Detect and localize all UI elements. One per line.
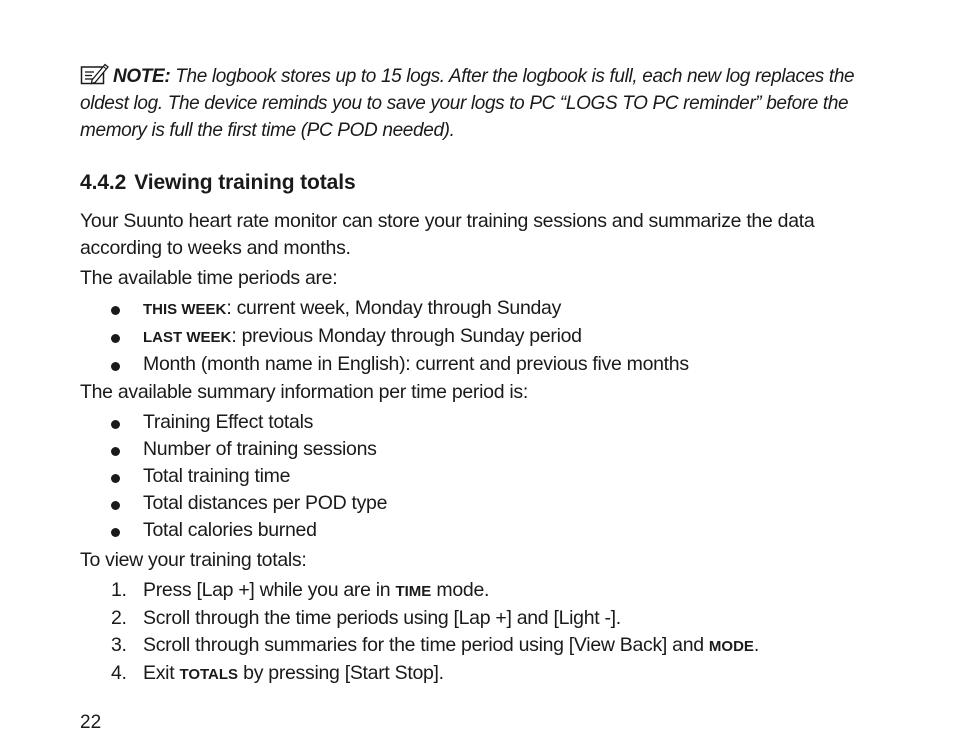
mode-term: MODE bbox=[708, 638, 754, 655]
mode-term: TOTALS bbox=[179, 666, 239, 683]
bullet-icon bbox=[111, 420, 120, 429]
step-number: 2. bbox=[111, 607, 127, 629]
note-text: The logbook stores up to 15 logs. After the logbook is full, each new log replaces the oldest log. The device reminds you to save your logs to PC “LOGS TO PC reminder” before the memory is full the first time (PC POD needed). bbox=[80, 66, 855, 141]
manual-page bbox=[80, 0, 880, 756]
page-number: 22 bbox=[80, 712, 102, 733]
summary-item-text: Total training time bbox=[143, 465, 291, 487]
list-item bbox=[80, 436, 880, 463]
period-term: THIS WEEK bbox=[143, 301, 227, 318]
step-text: . bbox=[753, 634, 760, 656]
period-term: LAST WEEK bbox=[143, 329, 232, 346]
step-text: Press [Lap +] while you are in bbox=[143, 579, 396, 601]
periods-list bbox=[80, 295, 880, 378]
summary-item-text: Total distances per POD type bbox=[143, 492, 388, 514]
intro-paragraph: Your Suunto heart rate monitor can store your training sessions and summarize the data according to weeks and months. bbox=[80, 210, 815, 259]
step-number: 1. bbox=[111, 579, 127, 601]
step-text: mode. bbox=[431, 579, 490, 601]
step-text: by pressing [Start Stop]. bbox=[238, 662, 444, 684]
bullet-icon bbox=[111, 334, 120, 343]
step-text: Scroll through summaries for the time period using [View Back] and bbox=[143, 634, 709, 656]
note-label: NOTE: bbox=[113, 66, 171, 87]
bullet-icon bbox=[111, 362, 120, 371]
list-item bbox=[80, 660, 880, 688]
bullet-icon bbox=[111, 528, 120, 537]
bullet-icon bbox=[111, 474, 120, 483]
section-number: 4.4.2 bbox=[80, 171, 127, 194]
step-number: 4. bbox=[111, 662, 127, 684]
list-item bbox=[80, 323, 880, 351]
period-text: : current week, Monday through Sunday bbox=[226, 297, 562, 319]
bullet-icon bbox=[111, 501, 120, 510]
period-text: : previous Monday through Sunday period bbox=[231, 325, 582, 347]
list-item bbox=[80, 351, 880, 378]
list-item bbox=[80, 490, 880, 517]
bullet-icon bbox=[111, 447, 120, 456]
note-pencil-icon bbox=[80, 63, 110, 85]
note-block bbox=[80, 63, 880, 144]
list-item bbox=[80, 295, 880, 323]
periods-intro: The available time periods are: bbox=[80, 267, 338, 289]
list-item bbox=[80, 463, 880, 490]
steps-list bbox=[80, 577, 880, 688]
section-heading bbox=[80, 171, 356, 195]
list-item bbox=[80, 632, 880, 660]
step-text: Scroll through the time periods using [Lap +] and [Light -]. bbox=[143, 607, 621, 629]
step-number: 3. bbox=[111, 634, 127, 656]
period-text: Month (month name in English): current and previous five months bbox=[143, 353, 689, 375]
list-item bbox=[80, 409, 880, 436]
summary-item-text: Training Effect totals bbox=[143, 411, 314, 433]
list-item bbox=[80, 517, 880, 544]
steps-intro: To view your training totals: bbox=[80, 549, 307, 571]
bullet-icon bbox=[111, 306, 120, 315]
summary-intro: The available summary information per time period is: bbox=[80, 381, 528, 403]
summary-list bbox=[80, 409, 880, 544]
section-title: Viewing training totals bbox=[134, 171, 356, 194]
step-text: Exit bbox=[143, 662, 180, 684]
list-item bbox=[80, 605, 880, 632]
summary-item-text: Number of training sessions bbox=[143, 438, 377, 460]
mode-term: TIME bbox=[395, 583, 432, 600]
summary-item-text: Total calories burned bbox=[143, 519, 317, 541]
list-item bbox=[80, 577, 880, 605]
